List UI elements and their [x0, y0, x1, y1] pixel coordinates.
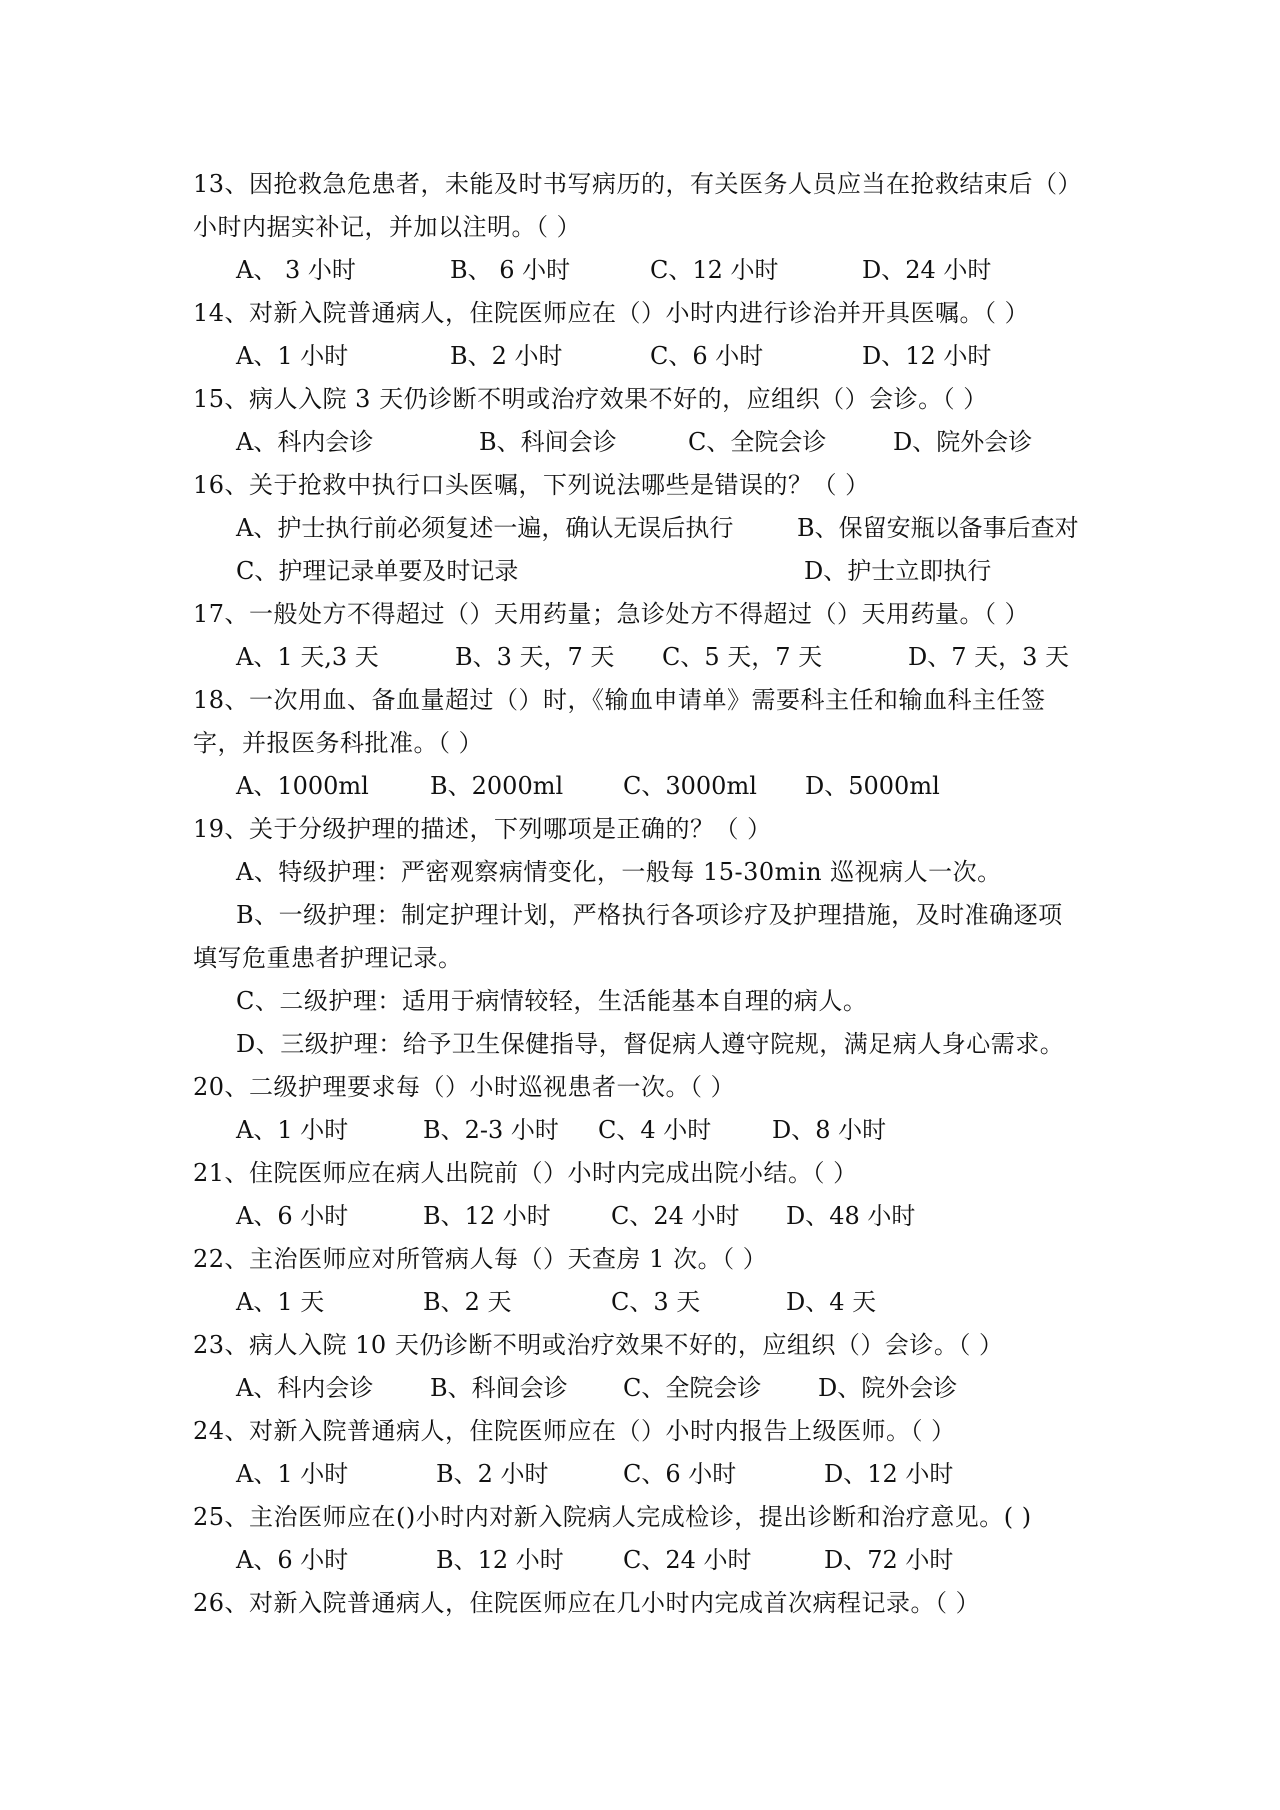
question-18-option-b: B、2000ml [430, 772, 564, 800]
question-13-option-d: D、24 小时 [862, 256, 992, 284]
question-13-option-b: B、 6 小时 [450, 256, 571, 284]
question-14-option-a: A、1 小时 [236, 342, 349, 370]
question-24-option-a: A、1 小时 [236, 1460, 349, 1488]
question-19-option-b-cont: 填写危重患者护理记录。 [193, 944, 463, 972]
question-16-option-d: D、护士立即执行 [804, 557, 992, 585]
question-16-text: 16、关于抢救中执行口头医嘱，下列说法哪些是错误的？（ ） [193, 471, 870, 499]
question-19-text: 19、关于分级护理的描述，下列哪项是正确的？（ ） [193, 815, 772, 843]
question-22-option-d: D、4 天 [786, 1288, 877, 1316]
question-17-option-a: A、1 天,3 天 [236, 643, 379, 671]
question-23-option-c: C、全院会诊 [623, 1374, 762, 1402]
question-18-option-a: A、1000ml [236, 772, 369, 800]
question-19-option-b: B、一级护理：制定护理计划，严格执行各项诊疗及护理措施，及时准确逐项 [236, 901, 1063, 929]
question-19-option-d: D、三级护理：给予卫生保健指导，督促病人遵守院规，满足病人身心需求。 [236, 1030, 1065, 1058]
question-23-text: 23、病人入院 10 天仍诊断不明或治疗效果不好的，应组织（）会诊。（ ） [193, 1331, 1004, 1359]
question-15-text: 15、病人入院 3 天仍诊断不明或治疗效果不好的，应组织（）会诊。（ ） [193, 385, 988, 413]
question-21-option-a: A、6 小时 [236, 1202, 349, 1230]
question-16-option-a: A、护士执行前必须复述一遍，确认无误后执行 [236, 514, 734, 542]
question-14-text: 14、对新入院普通病人，住院医师应在（）小时内进行诊治并开具医嘱。（ ） [193, 299, 1030, 327]
question-22-option-b: B、2 天 [423, 1288, 512, 1316]
question-13-text: 13、因抢救急危患者，未能及时书写病历的，有关医务人员应当在抢救结束后（） [193, 170, 1083, 198]
question-22-option-a: A、1 天 [236, 1288, 325, 1316]
question-21-option-b: B、12 小时 [423, 1202, 551, 1230]
question-17-option-d: D、7 天，3 天 [908, 643, 1070, 671]
question-25-option-c: C、24 小时 [623, 1546, 752, 1574]
question-15-option-a: A、科内会诊 [236, 428, 374, 456]
question-21-option-d: D、48 小时 [786, 1202, 916, 1230]
question-20-option-c: C、4 小时 [598, 1116, 712, 1144]
question-23-option-b: B、科间会诊 [430, 1374, 568, 1402]
question-14-option-c: C、6 小时 [650, 342, 764, 370]
question-26-text: 26、对新入院普通病人，住院医师应在几小时内完成首次病程记录。（ ） [193, 1589, 981, 1617]
question-21-text: 21、住院医师应在病人出院前（）小时内完成出院小结。（ ） [193, 1159, 858, 1187]
question-24-option-c: C、6 小时 [623, 1460, 737, 1488]
question-18-text-cont: 字，并报医务科批准。（ ） [193, 729, 484, 757]
question-25-text: 25、主治医师应在()小时内对新入院病人完成检诊，提出诊断和治疗意见。( ) [193, 1503, 1032, 1531]
question-19-option-a: A、特级护理：严密观察病情变化，一般每 15-30min 巡视病人一次。 [236, 858, 1002, 886]
question-14-option-d: D、12 小时 [862, 342, 992, 370]
question-24-text: 24、对新入院普通病人，住院医师应在（）小时内报告上级医师。（ ） [193, 1417, 956, 1445]
question-20-option-a: A、1 小时 [236, 1116, 349, 1144]
question-25-option-b: B、12 小时 [436, 1546, 564, 1574]
question-20-text: 20、二级护理要求每（）小时巡视患者一次。（ ） [193, 1073, 736, 1101]
question-19-option-c: C、二级护理：适用于病情较轻，生活能基本自理的病人。 [236, 987, 868, 1015]
question-20-option-d: D、8 小时 [772, 1116, 887, 1144]
question-13-option-c: C、12 小时 [650, 256, 779, 284]
question-24-option-b: B、2 小时 [436, 1460, 549, 1488]
question-18-text: 18、一次用血、备血量超过（）时，《输血申请单》需要科主任和输血科主任签 [193, 686, 1046, 714]
question-25-option-a: A、6 小时 [236, 1546, 349, 1574]
question-13-text-cont: 小时内据实补记，并加以注明。（ ） [193, 213, 582, 241]
question-22-option-c: C、3 天 [611, 1288, 701, 1316]
question-18-option-c: C、3000ml [623, 772, 757, 800]
question-17-option-c: C、5 天，7 天 [662, 643, 823, 671]
question-16-option-c: C、护理记录单要及时记录 [236, 557, 519, 585]
question-14-option-b: B、2 小时 [450, 342, 563, 370]
question-21-option-c: C、24 小时 [611, 1202, 740, 1230]
question-15-option-d: D、院外会诊 [893, 428, 1033, 456]
question-20-option-b: B、2-3 小时 [423, 1116, 559, 1144]
question-18-option-d: D、5000ml [805, 772, 940, 800]
question-15-option-c: C、全院会诊 [688, 428, 827, 456]
question-17-option-b: B、3 天，7 天 [455, 643, 615, 671]
question-23-option-d: D、院外会诊 [818, 1374, 958, 1402]
question-17-text: 17、一般处方不得超过（）天用药量；急诊处方不得超过（）天用药量。（ ） [193, 600, 1030, 628]
question-24-option-d: D、12 小时 [824, 1460, 954, 1488]
question-15-option-b: B、科间会诊 [479, 428, 617, 456]
question-22-text: 22、主治医师应对所管病人每（）天查房 1 次。（ ） [193, 1245, 768, 1273]
question-16-option-b: B、保留安瓶以备事后查对 [797, 514, 1079, 542]
question-23-option-a: A、科内会诊 [236, 1374, 374, 1402]
question-13-option-a: A、 3 小时 [236, 256, 356, 284]
question-25-option-d: D、72 小时 [824, 1546, 954, 1574]
